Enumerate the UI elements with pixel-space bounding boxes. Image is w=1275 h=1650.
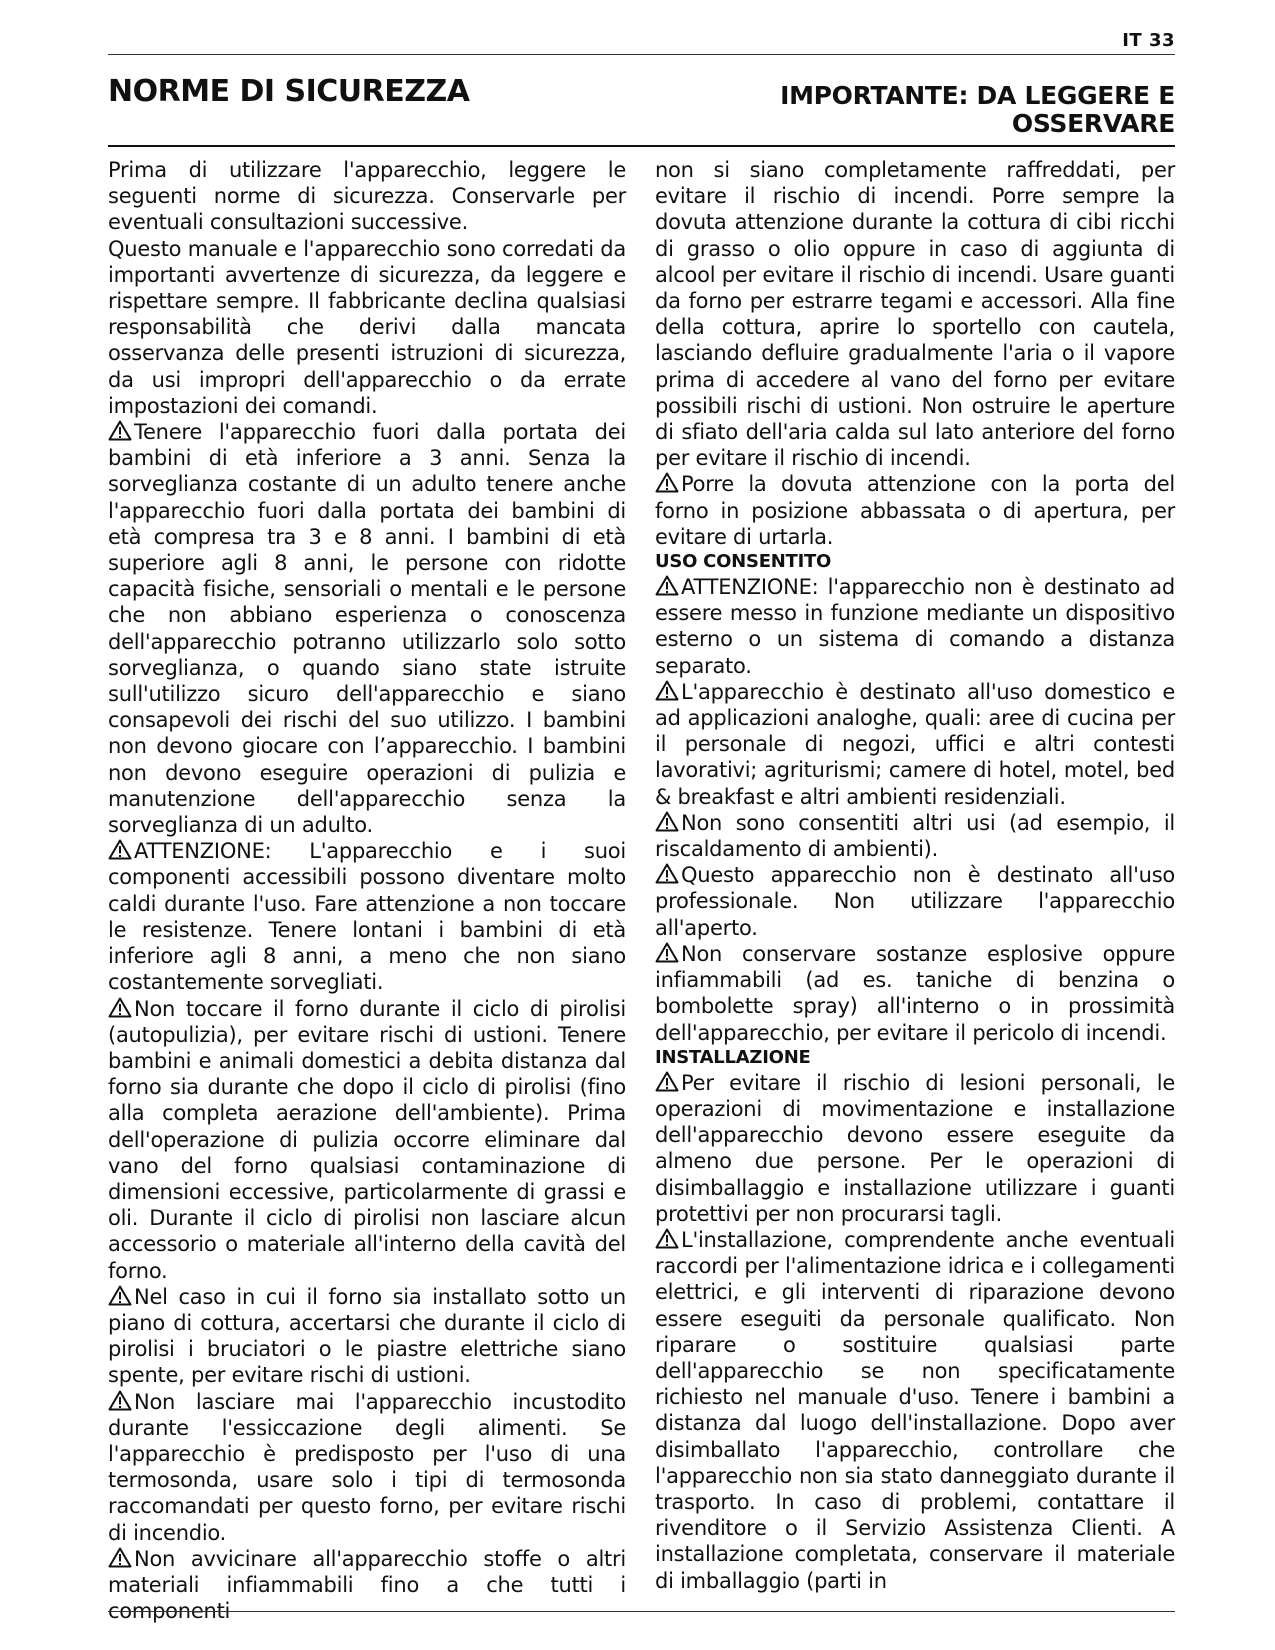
warning-unattended: [108, 1389, 626, 1546]
warning-icon: [108, 1547, 132, 1568]
page-number: IT 33: [1122, 30, 1175, 51]
warning-text: Nel caso in cui il forno sia installato sotto un piano di cottura, accertarsi che durante il ciclo di pirolisi i bruciatori o le piastre elettriche siano spente, per evitare rischi di ustioni.: [108, 1284, 626, 1388]
warning-text: Non toccare il forno durante il ciclo di pirolisi (autopulizia), per evitare rischi di ustioni. Tenere bambini e animali domestici a debita distanza dal forno sia durante che dopo il ciclo di pirolisi (fino alla completa aerazione dell'ambiente). Prima dell'operazione di pulizia occorre eliminare dal vano del forno qualsiasi contaminazione di dimensioni eccessive, particolarmente di grassi e oli. Durante il ciclo di pirolisi non lasciare alcun accessorio o materiale all'interno della cavità del forno.: [108, 996, 626, 1283]
left-column: [108, 157, 626, 1624]
warning-icon: [655, 680, 679, 701]
warning-text: Porre la dovuta attenzione con la porta del forno in posizione abbassata o di apertura, per evitare di urtarla.: [655, 472, 1175, 549]
warning-text: Non lasciare mai l'apparecchio incustodito durante l'essiccazione degli alimenti. Se l'apparecchio è predisposto per l'uso di una termosonda, usare solo i tipi di termosonda raccomandati per questo forno, per evitare rischi di incendio.: [108, 1389, 626, 1545]
warning-professional: [655, 862, 1175, 941]
warning-other-uses: [655, 810, 1175, 862]
page-title: NORME DI SICUREZZA: [108, 74, 470, 109]
warning-installation: [655, 1227, 1175, 1594]
warning-icon: [655, 811, 679, 832]
warning-flammable: [108, 1546, 626, 1625]
warning-icon: [108, 997, 132, 1018]
warning-text: Non sono consentiti altri usi (ad esempio, il riscaldamento di ambienti).: [655, 810, 1175, 862]
warning-icon: [655, 942, 679, 963]
warning-icon: [655, 1228, 679, 1249]
warning-text: ATTENZIONE: l'apparecchio non è destinato ad essere messo in funzione mediante un dispositivo esterno o un sistema di comando a distanza separato.: [655, 575, 1175, 678]
header-divider: [108, 145, 1175, 147]
bottom-divider: [108, 1611, 1175, 1612]
warning-text: Questo apparecchio non è destinato all'uso professionale. Non utilizzare l'apparecchio all'aperto.: [655, 863, 1175, 940]
warning-icon: [655, 472, 679, 493]
section-heading-uso-consentito: USO CONSENTITO: [655, 551, 832, 573]
warning-icon: [108, 420, 132, 441]
warning-icon: [108, 839, 132, 860]
intro-paragraph: Prima di utilizzare l'apparecchio, leggere le seguenti norme di sicurezza. Conservarle per eventuali consultazioni successive.: [108, 158, 626, 235]
right-column: [655, 157, 1175, 1594]
page-subtitle: IMPORTANTE: DA LEGGERE E OSSERVARE: [780, 81, 1175, 138]
warning-children: [108, 419, 626, 838]
warning-text: Non avvicinare all'apparecchio stoffe o altri materiali infiammabili fino a che tutti i componenti: [108, 1546, 626, 1624]
warning-text: Non conservare sostanze esplosive oppure infiammabili (ad es. taniche di benzina o bombolette spray) all'interno o in prossimità dell'apparecchio, per evitare il pericolo di incendi.: [655, 941, 1175, 1045]
warning-text: L'installazione, comprendente anche eventuali raccordi per l'alimentazione idrica e i collegamenti elettrici, e gli interventi di riparazione devono essere eseguiti da personale qualificato. Non riparare o sostituire qualsiasi parte dell'apparecchio se non specificatamente richiesto nel manuale d'uso. Tenere i bambini a distanza dal luogo dell'installazione. Dopo aver disimballato l'apparecchio, controllare che l'apparecchio non sia stato danneggiato durante il trasporto. In caso di problemi, contattare il rivenditore o il Servizio Assistenza Clienti. A installazione completata, conservare il materiale di imballaggio (parti in: [655, 1227, 1175, 1593]
warning-text: Per evitare il rischio di lesioni personali, le operazioni di movimentazione e installazione dell'apparecchio devono essere eseguite da almeno due persone. Per le operazioni di disimballaggio e installazione utilizzare i guanti protettivi per non procurarsi tagli.: [655, 1070, 1175, 1226]
warning-door: [655, 471, 1175, 550]
continuation-paragraph: non si siano completamente raffreddati, per evitare il rischio di incendi. Porre sempre la dovuta attenzione durante la cottura di cibi ricchi di grasso o olio oppure in caso di aggiunta di alcool per evitare il rischio di incendi. Usare guanti da forno per estrarre tegami e accessori. Alla fine della cottura, aprire lo sportello con cautela, lasciando defluire gradualmente l'aria o il vapore prima di accedere al vano del forno per evitare possibili rischi di ustioni. Non ostruire le aperture di sfiato dell'aria calda sul lato anteriore del forno per evitare il rischio di incendi.: [655, 158, 1175, 471]
warning-icon: [655, 1071, 679, 1092]
warning-remote: [655, 574, 1175, 679]
warning-icon: [655, 575, 679, 596]
warning-domestic: [655, 679, 1175, 810]
warning-pyrolysis: [108, 996, 626, 1284]
warning-text: ATTENZIONE: L'apparecchio e i suoi componenti accessibili possono diventare molto caldi durante l'uso. Fare attenzione a non toccare le resistenze. Tenere lontani i bambini di età inferiore agli 8 anni, a meno che non siano costantemente sorvegliati.: [108, 839, 626, 995]
warning-handling: [655, 1070, 1175, 1227]
warning-text: Tenere l'apparecchio fuori dalla portata dei bambini di età inferiore a 3 anni. Senza la sorveglianza costante di un adulto tenere anche l'apparecchio fuori dalla portata dei bambini di età compresa tra 3 e 8 anni. I bambini di età superiore agli 8 anni, le persone con ridotte capacità fisiche, sensoriali o mentali e le persone che non abbiano esperienza o conoscenza dell'apparecchio potranno utilizzarlo solo sotto sorveglianza, o quando siano state istruite sull'utilizzo sicuro dell'apparecchio e siano consapevoli dei rischi del suo utilizzo. I bambini non devono giocare con l’apparecchio. I bambini non devono eseguire operazioni di pulizia e manutenzione dell'apparecchio senza la sorveglianza di un adulto.: [108, 420, 626, 838]
section-heading-installazione: INSTALLAZIONE: [655, 1046, 811, 1068]
top-divider: [108, 54, 1175, 55]
warning-icon: [108, 1390, 132, 1411]
warning-icon: [108, 1285, 132, 1306]
warning-icon: [655, 863, 679, 884]
warning-hot-parts: [108, 838, 626, 995]
warning-text: L'apparecchio è destinato all'uso domestico e ad applicazioni analoghe, quali: aree di cucina per il personale di negozi, uffici e altri contesti lavorativi; agriturismi; camere di hotel, motel, bed & breakfast e altri ambienti residenziali.: [655, 679, 1175, 809]
responsibility-paragraph: Questo manuale e l'apparecchio sono corredati da importanti avvertenze di sicurezza, da leggere e rispettare sempre. Il fabbricante declina qualsiasi responsabilità che derivi dalla mancata osservanza delle presenti istruzioni di sicurezza, da usi impropri dell'apparecchio o da errate impostazioni dei comandi.: [108, 236, 626, 418]
warning-hob: [108, 1284, 626, 1389]
warning-explosives: [655, 941, 1175, 1046]
